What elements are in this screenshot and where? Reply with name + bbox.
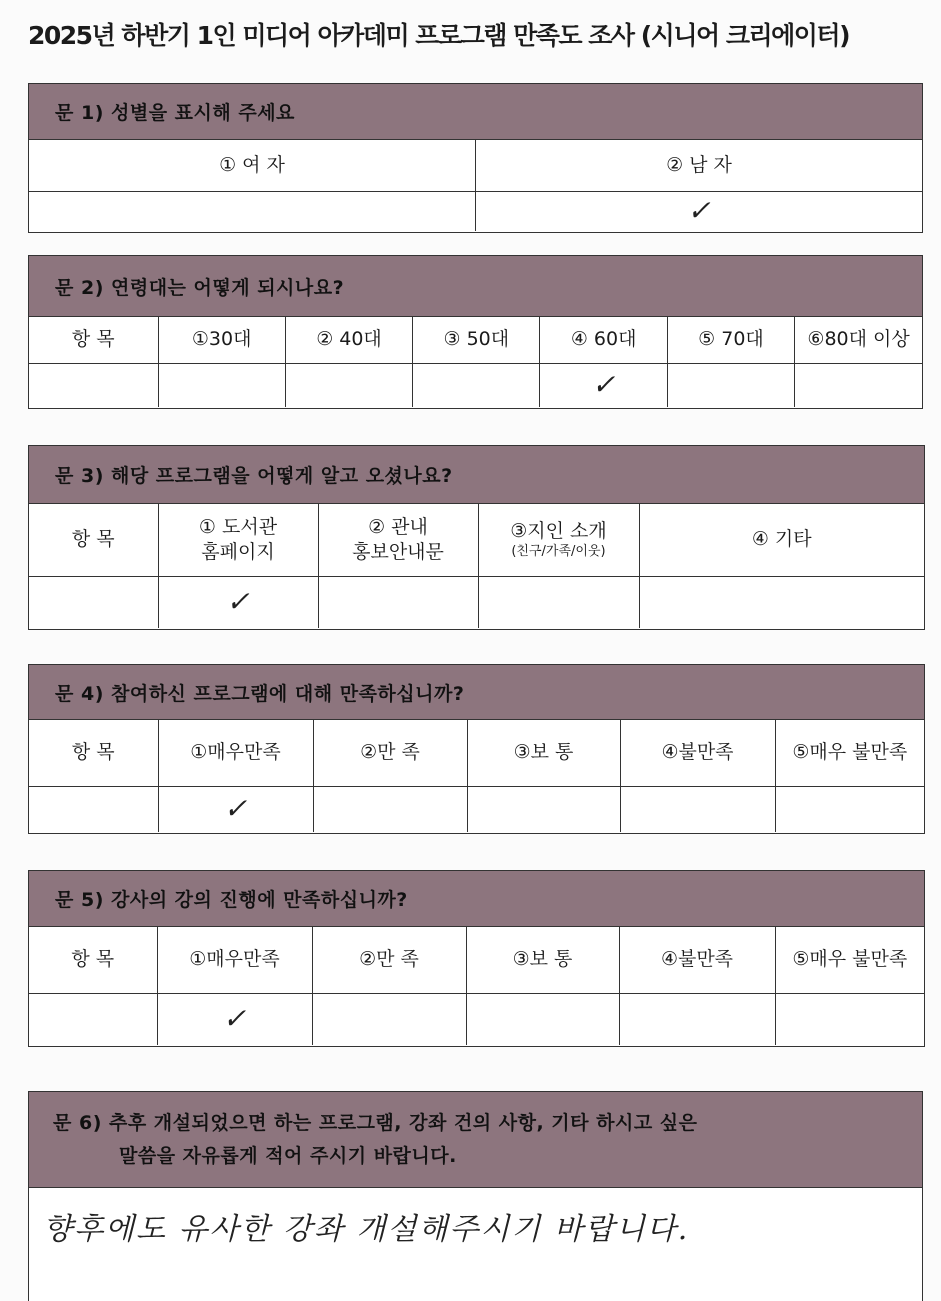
check-mark-icon: ✓ (226, 585, 250, 619)
q2-option-60s: ④ 60대 (540, 317, 667, 363)
q2-answer-50s[interactable] (413, 363, 540, 407)
q1-answer-female[interactable] (29, 191, 476, 231)
q2-option-30s: ①30대 (158, 317, 285, 363)
q3-answer-other[interactable] (639, 576, 924, 628)
q5-option-very-satisfied: ①매우만족 (157, 927, 312, 993)
q3-answer-referral[interactable] (478, 576, 639, 628)
q2-answer-40s[interactable] (285, 363, 412, 407)
q3-option-2-line1: ② 관내 (368, 516, 428, 539)
q4-answer-very-dissatisfied[interactable] (775, 786, 924, 832)
question-1-box (28, 83, 923, 233)
q4-answer-label (29, 786, 158, 832)
q1-option-female: ① 여 자 (29, 140, 476, 191)
q3-option-1-line2: 홈페이지 (201, 540, 275, 563)
q3-option-3-line2: (친구/가족/이웃) (511, 543, 606, 559)
q5-answer-dissatisfied[interactable] (619, 993, 775, 1045)
question-1-header: 문 1) 성별을 표시해 주세요 (29, 84, 922, 140)
survey-title: 2025년 하반기 1인 미디어 아카데미 프로그램 만족도 조사 (시니어 크리에이터) (28, 21, 850, 50)
question-2-table (29, 317, 922, 407)
q4-answer-neutral[interactable] (467, 786, 620, 832)
q3-answer-label (29, 576, 158, 628)
question-2-box (28, 255, 923, 409)
q5-answer-very-dissatisfied[interactable] (775, 993, 924, 1045)
q5-option-satisfied: ②만 족 (312, 927, 466, 993)
question-4-box (28, 664, 925, 834)
question-1-table (29, 140, 922, 231)
q3-option-other (639, 504, 924, 576)
q2-answer-80s-plus[interactable] (795, 363, 922, 407)
q2-option-80s-plus: ⑥80대 이상 (795, 317, 922, 363)
question-3-box (28, 445, 925, 630)
q5-row-label: 항 목 (29, 927, 157, 993)
q3-option-library-homepage (158, 504, 318, 576)
q5-answer-neutral[interactable] (466, 993, 619, 1045)
q1-answer-male[interactable] (476, 191, 923, 231)
q3-answer-local-notice[interactable] (318, 576, 478, 628)
q5-answer-very-satisfied[interactable] (157, 993, 312, 1045)
q1-option-male: ② 남 자 (476, 140, 923, 191)
q5-option-dissatisfied: ④불만족 (619, 927, 775, 993)
question-2-header: 문 2) 연령대는 어떻게 되시나요? (29, 256, 922, 317)
q3-option-3-line1: ③지인 소개 (510, 519, 607, 542)
q5-option-neutral: ③보 통 (466, 927, 619, 993)
q4-answer-satisfied[interactable] (313, 786, 467, 832)
question-3-table (29, 504, 924, 628)
question-3-header: 문 3) 해당 프로그램을 어떻게 알고 오셨나요? (29, 446, 924, 504)
q3-row-label: 항 목 (29, 504, 158, 576)
question-5-table (29, 927, 924, 1045)
question-6-header (29, 1092, 922, 1188)
q4-row-label: 항 목 (29, 720, 158, 786)
question-6-line2: 말씀을 자유롭게 적어 주시기 바랍니다. (119, 1144, 457, 1167)
q2-answer-30s[interactable] (158, 363, 285, 407)
question-5-header: 문 5) 강사의 강의 진행에 만족하십니까? (29, 871, 924, 927)
q2-option-40s: ② 40대 (285, 317, 412, 363)
q5-answer-label (29, 993, 157, 1045)
q5-answer-satisfied[interactable] (312, 993, 466, 1045)
check-mark-icon: ✓ (591, 368, 616, 402)
check-mark-icon: ✓ (687, 194, 711, 228)
question-6-box (28, 1091, 923, 1301)
q2-answer-label (29, 363, 158, 407)
q3-answer-library-homepage[interactable] (158, 576, 318, 628)
question-5-box (28, 870, 925, 1047)
q3-option-4-line1: ④ 기타 (751, 528, 812, 551)
check-mark-icon: ✓ (223, 792, 248, 826)
q2-answer-70s[interactable] (667, 363, 794, 407)
q4-option-very-satisfied: ①매우만족 (158, 720, 313, 786)
q3-option-local-notice (318, 504, 478, 576)
q4-option-neutral: ③보 통 (467, 720, 620, 786)
question-4-table (29, 720, 924, 832)
q3-option-2-line2: 홍보안내문 (352, 540, 444, 563)
q2-row-label: 항 목 (29, 317, 158, 363)
check-mark-icon: ✓ (222, 1002, 247, 1036)
q2-option-70s: ⑤ 70대 (667, 317, 794, 363)
question-4-header: 문 4) 참여하신 프로그램에 대해 만족하십니까? (29, 665, 924, 720)
q6-handwritten-answer[interactable]: 향후에도 유사한 강좌 개설해주시기 바랍니다. (43, 1212, 690, 1247)
q4-option-dissatisfied: ④불만족 (620, 720, 775, 786)
q3-option-1-line1: ① 도서관 (198, 516, 278, 539)
q2-option-50s: ③ 50대 (413, 317, 540, 363)
q4-option-very-dissatisfied: ⑤매우 불만족 (775, 720, 924, 786)
q4-answer-dissatisfied[interactable] (620, 786, 775, 832)
q5-option-very-dissatisfied: ⑤매우 불만족 (775, 927, 924, 993)
q2-answer-60s[interactable] (540, 363, 667, 407)
q4-option-satisfied: ②만 족 (313, 720, 467, 786)
q3-option-referral (478, 504, 639, 576)
question-6-line1: 문 6) 추후 개설되었으면 하는 프로그램, 강좌 건의 사항, 기타 하시고 싶은 (53, 1112, 698, 1135)
q4-answer-very-satisfied[interactable] (158, 786, 313, 832)
